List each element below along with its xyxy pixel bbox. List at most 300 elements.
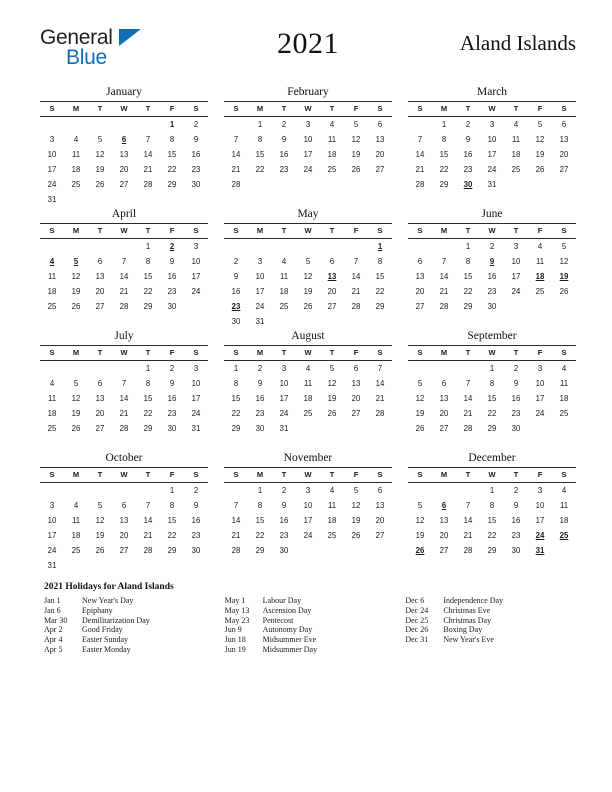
day-cell[interactable]: 16 — [191, 516, 201, 526]
day-cell[interactable]: 29 — [439, 179, 449, 189]
day-cell[interactable]: 24 — [279, 408, 289, 418]
day-cell[interactable]: 10 — [191, 379, 201, 389]
day-cell[interactable]: 9 — [513, 501, 519, 511]
day-cell[interactable]: 28 — [463, 545, 473, 555]
day-cell[interactable]: 15 — [255, 516, 265, 526]
day-cell[interactable]: 19 — [535, 150, 545, 160]
day-cell[interactable]: 10 — [47, 150, 57, 160]
day-cell[interactable]: 18 — [303, 394, 313, 404]
day-cell[interactable]: 7 — [465, 379, 471, 389]
day-cell[interactable]: 18 — [559, 394, 569, 404]
day-cell[interactable]: 15 — [463, 272, 473, 282]
day-cell[interactable]: 26 — [351, 164, 361, 174]
day-cell[interactable]: 26 — [303, 301, 313, 311]
day-cell[interactable]: 10 — [279, 379, 289, 389]
day-cell[interactable]: 26 — [95, 545, 105, 555]
day-cell[interactable]: 15 — [487, 516, 497, 526]
day-cell[interactable]: 8 — [257, 501, 263, 511]
day-cell[interactable]: 14 — [439, 272, 449, 282]
day-cell[interactable]: 30 — [231, 316, 241, 326]
day-cell[interactable]: 3 — [49, 501, 55, 511]
day-cell[interactable]: 20 — [439, 530, 449, 540]
day-cell[interactable]: 10 — [535, 379, 545, 389]
day-cell[interactable]: 9 — [193, 501, 199, 511]
day-cell[interactable]: 20 — [439, 408, 449, 418]
day-cell[interactable]: 12 — [71, 394, 81, 404]
day-cell[interactable]: 12 — [351, 135, 361, 145]
day-cell[interactable]: 9 — [513, 379, 519, 389]
day-cell[interactable]: 12 — [327, 379, 337, 389]
day-cell[interactable]: 24 — [303, 164, 313, 174]
day-cell[interactable]: 1 — [233, 364, 239, 374]
day-cell[interactable]: 15 — [255, 150, 265, 160]
day-cell[interactable]: 22 — [167, 530, 177, 540]
day-cell[interactable]: 6 — [417, 257, 423, 267]
day-cell[interactable]: 31 — [487, 179, 497, 189]
day-cell[interactable]: 14 — [119, 394, 129, 404]
day-cell[interactable]: 25 — [71, 545, 81, 555]
day-cell[interactable]: 16 — [511, 394, 521, 404]
day-cell[interactable]: 15 — [167, 516, 177, 526]
day-cell[interactable]: 7 — [465, 501, 471, 511]
day-cell[interactable]: 4 — [329, 120, 335, 130]
day-cell[interactable]: 6 — [561, 120, 567, 130]
day-cell[interactable]: 12 — [559, 257, 569, 267]
day-cell[interactable]: 21 — [231, 164, 241, 174]
day-cell[interactable]: 7 — [417, 135, 423, 145]
day-cell-holiday[interactable]: 23 — [231, 301, 241, 311]
day-cell[interactable]: 23 — [167, 286, 177, 296]
day-cell[interactable]: 4 — [561, 364, 567, 374]
day-cell[interactable]: 24 — [191, 408, 201, 418]
day-cell-holiday[interactable]: 9 — [489, 257, 495, 267]
day-cell[interactable]: 27 — [439, 545, 449, 555]
day-cell[interactable]: 28 — [119, 301, 129, 311]
day-cell[interactable]: 6 — [97, 257, 103, 267]
day-cell[interactable]: 5 — [417, 379, 423, 389]
day-cell[interactable]: 11 — [71, 516, 81, 526]
day-cell[interactable]: 10 — [191, 257, 201, 267]
day-cell[interactable]: 13 — [375, 501, 385, 511]
day-cell[interactable]: 11 — [535, 257, 545, 267]
day-cell[interactable]: 22 — [231, 408, 241, 418]
day-cell[interactable]: 22 — [255, 530, 265, 540]
day-cell[interactable]: 13 — [559, 135, 569, 145]
day-cell[interactable]: 17 — [535, 516, 545, 526]
day-cell[interactable]: 12 — [415, 516, 425, 526]
day-cell[interactable]: 19 — [327, 394, 337, 404]
day-cell[interactable]: 24 — [303, 530, 313, 540]
day-cell[interactable]: 22 — [167, 164, 177, 174]
day-cell[interactable]: 27 — [375, 530, 385, 540]
day-cell[interactable]: 2 — [193, 486, 199, 496]
day-cell[interactable]: 23 — [279, 164, 289, 174]
day-cell[interactable]: 29 — [487, 545, 497, 555]
day-cell[interactable]: 25 — [47, 423, 57, 433]
day-cell[interactable]: 13 — [375, 135, 385, 145]
day-cell[interactable]: 4 — [305, 364, 311, 374]
day-cell[interactable]: 2 — [513, 486, 519, 496]
day-cell[interactable]: 22 — [375, 286, 385, 296]
day-cell[interactable]: 14 — [143, 516, 153, 526]
day-cell[interactable]: 2 — [465, 120, 471, 130]
day-cell[interactable]: 5 — [97, 135, 103, 145]
day-cell[interactable]: 10 — [487, 135, 497, 145]
day-cell[interactable]: 3 — [537, 486, 543, 496]
day-cell[interactable]: 26 — [71, 423, 81, 433]
day-cell[interactable]: 8 — [169, 501, 175, 511]
day-cell[interactable]: 17 — [47, 164, 57, 174]
day-cell[interactable]: 16 — [463, 150, 473, 160]
day-cell[interactable]: 21 — [351, 286, 361, 296]
day-cell[interactable]: 23 — [255, 408, 265, 418]
day-cell[interactable]: 15 — [375, 272, 385, 282]
day-cell[interactable]: 11 — [327, 135, 337, 145]
day-cell-holiday[interactable]: 19 — [559, 272, 569, 282]
day-cell[interactable]: 28 — [351, 301, 361, 311]
day-cell-holiday[interactable]: 26 — [415, 545, 425, 555]
day-cell-holiday[interactable]: 13 — [327, 272, 337, 282]
day-cell[interactable]: 15 — [439, 150, 449, 160]
day-cell[interactable]: 23 — [167, 408, 177, 418]
day-cell[interactable]: 19 — [71, 408, 81, 418]
day-cell[interactable]: 8 — [441, 135, 447, 145]
day-cell[interactable]: 13 — [95, 394, 105, 404]
day-cell[interactable]: 2 — [233, 257, 239, 267]
day-cell[interactable]: 19 — [71, 286, 81, 296]
day-cell[interactable]: 7 — [353, 257, 359, 267]
day-cell[interactable]: 2 — [281, 486, 287, 496]
day-cell[interactable]: 27 — [327, 301, 337, 311]
day-cell[interactable]: 9 — [281, 501, 287, 511]
day-cell[interactable]: 23 — [511, 408, 521, 418]
day-cell[interactable]: 30 — [167, 301, 177, 311]
day-cell[interactable]: 26 — [415, 423, 425, 433]
day-cell[interactable]: 3 — [281, 364, 287, 374]
day-cell[interactable]: 29 — [231, 423, 241, 433]
day-cell[interactable]: 5 — [353, 486, 359, 496]
day-cell[interactable]: 20 — [351, 394, 361, 404]
day-cell[interactable]: 8 — [145, 379, 151, 389]
day-cell[interactable]: 26 — [95, 179, 105, 189]
day-cell[interactable]: 3 — [257, 257, 263, 267]
day-cell[interactable]: 19 — [351, 150, 361, 160]
day-cell[interactable]: 5 — [305, 257, 311, 267]
day-cell[interactable]: 11 — [511, 135, 521, 145]
day-cell[interactable]: 30 — [167, 423, 177, 433]
day-cell[interactable]: 13 — [439, 394, 449, 404]
day-cell[interactable]: 3 — [193, 242, 199, 252]
day-cell[interactable]: 7 — [377, 364, 383, 374]
day-cell[interactable]: 7 — [233, 501, 239, 511]
day-cell[interactable]: 16 — [167, 394, 177, 404]
day-cell[interactable]: 12 — [303, 272, 313, 282]
day-cell[interactable]: 3 — [513, 242, 519, 252]
day-cell[interactable]: 11 — [71, 150, 81, 160]
day-cell[interactable]: 28 — [143, 545, 153, 555]
day-cell[interactable]: 12 — [351, 501, 361, 511]
day-cell[interactable]: 12 — [71, 272, 81, 282]
day-cell[interactable]: 20 — [119, 530, 129, 540]
day-cell[interactable]: 31 — [191, 423, 201, 433]
day-cell[interactable]: 6 — [353, 364, 359, 374]
day-cell[interactable]: 13 — [95, 272, 105, 282]
day-cell-holiday[interactable]: 25 — [559, 530, 569, 540]
day-cell[interactable]: 24 — [511, 286, 521, 296]
day-cell[interactable]: 5 — [97, 501, 103, 511]
day-cell[interactable]: 5 — [329, 364, 335, 374]
day-cell-holiday[interactable]: 2 — [169, 242, 175, 252]
day-cell[interactable]: 29 — [167, 545, 177, 555]
day-cell[interactable]: 26 — [71, 301, 81, 311]
day-cell[interactable]: 27 — [95, 423, 105, 433]
day-cell[interactable]: 20 — [375, 516, 385, 526]
day-cell[interactable]: 5 — [353, 120, 359, 130]
day-cell[interactable]: 8 — [377, 257, 383, 267]
day-cell-holiday[interactable]: 5 — [73, 257, 79, 267]
day-cell[interactable]: 20 — [415, 286, 425, 296]
day-cell[interactable]: 25 — [327, 164, 337, 174]
day-cell[interactable]: 11 — [559, 501, 569, 511]
day-cell[interactable]: 20 — [327, 286, 337, 296]
day-cell[interactable]: 27 — [95, 301, 105, 311]
day-cell[interactable]: 30 — [511, 545, 521, 555]
day-cell[interactable]: 5 — [537, 120, 543, 130]
day-cell[interactable]: 7 — [121, 379, 127, 389]
day-cell[interactable]: 1 — [145, 242, 151, 252]
day-cell[interactable]: 2 — [489, 242, 495, 252]
day-cell[interactable]: 30 — [255, 423, 265, 433]
day-cell[interactable]: 21 — [463, 408, 473, 418]
day-cell[interactable]: 28 — [415, 179, 425, 189]
day-cell[interactable]: 18 — [71, 530, 81, 540]
day-cell[interactable]: 17 — [511, 272, 521, 282]
day-cell[interactable]: 27 — [375, 164, 385, 174]
day-cell[interactable]: 17 — [255, 286, 265, 296]
day-cell[interactable]: 29 — [255, 545, 265, 555]
day-cell-holiday[interactable]: 18 — [535, 272, 545, 282]
day-cell[interactable]: 25 — [47, 301, 57, 311]
day-cell[interactable]: 31 — [47, 194, 57, 204]
day-cell[interactable]: 1 — [489, 486, 495, 496]
day-cell[interactable]: 16 — [191, 150, 201, 160]
day-cell[interactable]: 28 — [231, 179, 241, 189]
day-cell[interactable]: 8 — [465, 257, 471, 267]
day-cell[interactable]: 28 — [375, 408, 385, 418]
day-cell[interactable]: 2 — [257, 364, 263, 374]
day-cell[interactable]: 26 — [559, 286, 569, 296]
day-cell[interactable]: 18 — [327, 516, 337, 526]
day-cell[interactable]: 25 — [279, 301, 289, 311]
day-cell[interactable]: 18 — [279, 286, 289, 296]
day-cell[interactable]: 25 — [303, 408, 313, 418]
day-cell[interactable]: 21 — [463, 530, 473, 540]
day-cell[interactable]: 19 — [415, 530, 425, 540]
day-cell[interactable]: 14 — [231, 150, 241, 160]
day-cell[interactable]: 21 — [119, 286, 129, 296]
day-cell[interactable]: 25 — [511, 164, 521, 174]
day-cell-holiday[interactable]: 1 — [377, 242, 383, 252]
day-cell[interactable]: 30 — [279, 545, 289, 555]
day-cell[interactable]: 6 — [377, 486, 383, 496]
day-cell[interactable]: 18 — [511, 150, 521, 160]
day-cell[interactable]: 11 — [559, 379, 569, 389]
day-cell[interactable]: 15 — [487, 394, 497, 404]
day-cell[interactable]: 1 — [465, 242, 471, 252]
day-cell[interactable]: 27 — [351, 408, 361, 418]
day-cell[interactable]: 7 — [441, 257, 447, 267]
day-cell[interactable]: 17 — [303, 516, 313, 526]
day-cell[interactable]: 14 — [463, 516, 473, 526]
day-cell[interactable]: 23 — [463, 164, 473, 174]
day-cell[interactable]: 18 — [327, 150, 337, 160]
day-cell[interactable]: 7 — [145, 501, 151, 511]
day-cell[interactable]: 14 — [415, 150, 425, 160]
day-cell[interactable]: 20 — [119, 164, 129, 174]
day-cell[interactable]: 3 — [537, 364, 543, 374]
day-cell[interactable]: 16 — [167, 272, 177, 282]
day-cell[interactable]: 28 — [439, 301, 449, 311]
day-cell[interactable]: 20 — [375, 150, 385, 160]
day-cell[interactable]: 9 — [465, 135, 471, 145]
day-cell[interactable]: 11 — [47, 394, 57, 404]
day-cell[interactable]: 24 — [191, 286, 201, 296]
day-cell[interactable]: 25 — [535, 286, 545, 296]
day-cell[interactable]: 29 — [463, 301, 473, 311]
day-cell[interactable]: 4 — [281, 257, 287, 267]
day-cell[interactable]: 18 — [71, 164, 81, 174]
day-cell[interactable]: 9 — [169, 379, 175, 389]
day-cell[interactable]: 3 — [49, 135, 55, 145]
day-cell[interactable]: 15 — [231, 394, 241, 404]
day-cell[interactable]: 12 — [95, 516, 105, 526]
day-cell[interactable]: 11 — [279, 272, 289, 282]
day-cell[interactable]: 21 — [143, 530, 153, 540]
day-cell[interactable]: 31 — [47, 560, 57, 570]
day-cell[interactable]: 10 — [511, 257, 521, 267]
day-cell[interactable]: 29 — [375, 301, 385, 311]
day-cell[interactable]: 6 — [121, 501, 127, 511]
day-cell[interactable]: 11 — [327, 501, 337, 511]
day-cell[interactable]: 12 — [95, 150, 105, 160]
day-cell[interactable]: 30 — [191, 179, 201, 189]
day-cell[interactable]: 31 — [279, 423, 289, 433]
day-cell[interactable]: 1 — [489, 364, 495, 374]
day-cell[interactable]: 18 — [47, 286, 57, 296]
day-cell[interactable]: 19 — [95, 530, 105, 540]
day-cell-holiday[interactable]: 31 — [535, 545, 545, 555]
day-cell[interactable]: 17 — [191, 394, 201, 404]
day-cell[interactable]: 30 — [487, 301, 497, 311]
day-cell[interactable]: 24 — [255, 301, 265, 311]
day-cell[interactable]: 25 — [327, 530, 337, 540]
day-cell[interactable]: 19 — [95, 164, 105, 174]
day-cell[interactable]: 14 — [119, 272, 129, 282]
day-cell[interactable]: 26 — [535, 164, 545, 174]
day-cell[interactable]: 14 — [375, 379, 385, 389]
day-cell[interactable]: 29 — [143, 423, 153, 433]
day-cell[interactable]: 21 — [375, 394, 385, 404]
day-cell[interactable]: 31 — [255, 316, 265, 326]
day-cell[interactable]: 13 — [119, 150, 129, 160]
day-cell[interactable]: 22 — [143, 286, 153, 296]
day-cell[interactable]: 5 — [417, 501, 423, 511]
day-cell[interactable]: 8 — [257, 135, 263, 145]
day-cell[interactable]: 9 — [281, 135, 287, 145]
day-cell[interactable]: 17 — [279, 394, 289, 404]
day-cell[interactable]: 8 — [233, 379, 239, 389]
day-cell[interactable]: 17 — [487, 150, 497, 160]
day-cell[interactable]: 8 — [145, 257, 151, 267]
day-cell[interactable]: 2 — [513, 364, 519, 374]
day-cell[interactable]: 19 — [303, 286, 313, 296]
day-cell[interactable]: 20 — [559, 150, 569, 160]
day-cell[interactable]: 29 — [167, 179, 177, 189]
day-cell[interactable]: 3 — [305, 486, 311, 496]
day-cell[interactable]: 7 — [121, 257, 127, 267]
day-cell[interactable]: 30 — [191, 545, 201, 555]
day-cell[interactable]: 14 — [463, 394, 473, 404]
day-cell[interactable]: 22 — [487, 530, 497, 540]
day-cell[interactable]: 8 — [489, 379, 495, 389]
day-cell[interactable]: 23 — [191, 164, 201, 174]
day-cell[interactable]: 1 — [169, 486, 175, 496]
day-cell[interactable]: 15 — [167, 150, 177, 160]
day-cell[interactable]: 17 — [303, 150, 313, 160]
day-cell[interactable]: 6 — [441, 379, 447, 389]
day-cell[interactable]: 10 — [535, 501, 545, 511]
day-cell[interactable]: 12 — [415, 394, 425, 404]
day-cell[interactable]: 7 — [233, 135, 239, 145]
day-cell[interactable]: 23 — [487, 286, 497, 296]
day-cell[interactable]: 30 — [511, 423, 521, 433]
day-cell[interactable]: 13 — [415, 272, 425, 282]
day-cell[interactable]: 14 — [143, 150, 153, 160]
day-cell[interactable]: 2 — [169, 364, 175, 374]
day-cell[interactable]: 17 — [47, 530, 57, 540]
day-cell[interactable]: 28 — [143, 179, 153, 189]
day-cell[interactable]: 17 — [191, 272, 201, 282]
day-cell[interactable]: 16 — [279, 516, 289, 526]
day-cell[interactable]: 5 — [73, 379, 79, 389]
day-cell[interactable]: 27 — [119, 545, 129, 555]
day-cell[interactable]: 14 — [351, 272, 361, 282]
day-cell[interactable]: 24 — [535, 408, 545, 418]
day-cell[interactable]: 3 — [193, 364, 199, 374]
day-cell[interactable]: 16 — [255, 394, 265, 404]
day-cell-holiday[interactable]: 6 — [121, 135, 127, 145]
day-cell[interactable]: 4 — [73, 501, 79, 511]
day-cell[interactable]: 23 — [511, 530, 521, 540]
day-cell[interactable]: 16 — [511, 516, 521, 526]
day-cell[interactable]: 6 — [377, 120, 383, 130]
day-cell[interactable]: 29 — [143, 301, 153, 311]
day-cell[interactable]: 13 — [439, 516, 449, 526]
day-cell[interactable]: 20 — [95, 286, 105, 296]
day-cell[interactable]: 9 — [193, 135, 199, 145]
day-cell[interactable]: 5 — [561, 242, 567, 252]
day-cell[interactable]: 21 — [415, 164, 425, 174]
day-cell[interactable]: 6 — [97, 379, 103, 389]
day-cell[interactable]: 26 — [351, 530, 361, 540]
day-cell[interactable]: 24 — [47, 179, 57, 189]
day-cell[interactable]: 16 — [231, 286, 241, 296]
day-cell[interactable]: 10 — [47, 516, 57, 526]
day-cell[interactable]: 1 — [145, 364, 151, 374]
day-cell-holiday[interactable]: 1 — [169, 120, 175, 130]
day-cell[interactable]: 23 — [191, 530, 201, 540]
day-cell[interactable]: 4 — [513, 120, 519, 130]
